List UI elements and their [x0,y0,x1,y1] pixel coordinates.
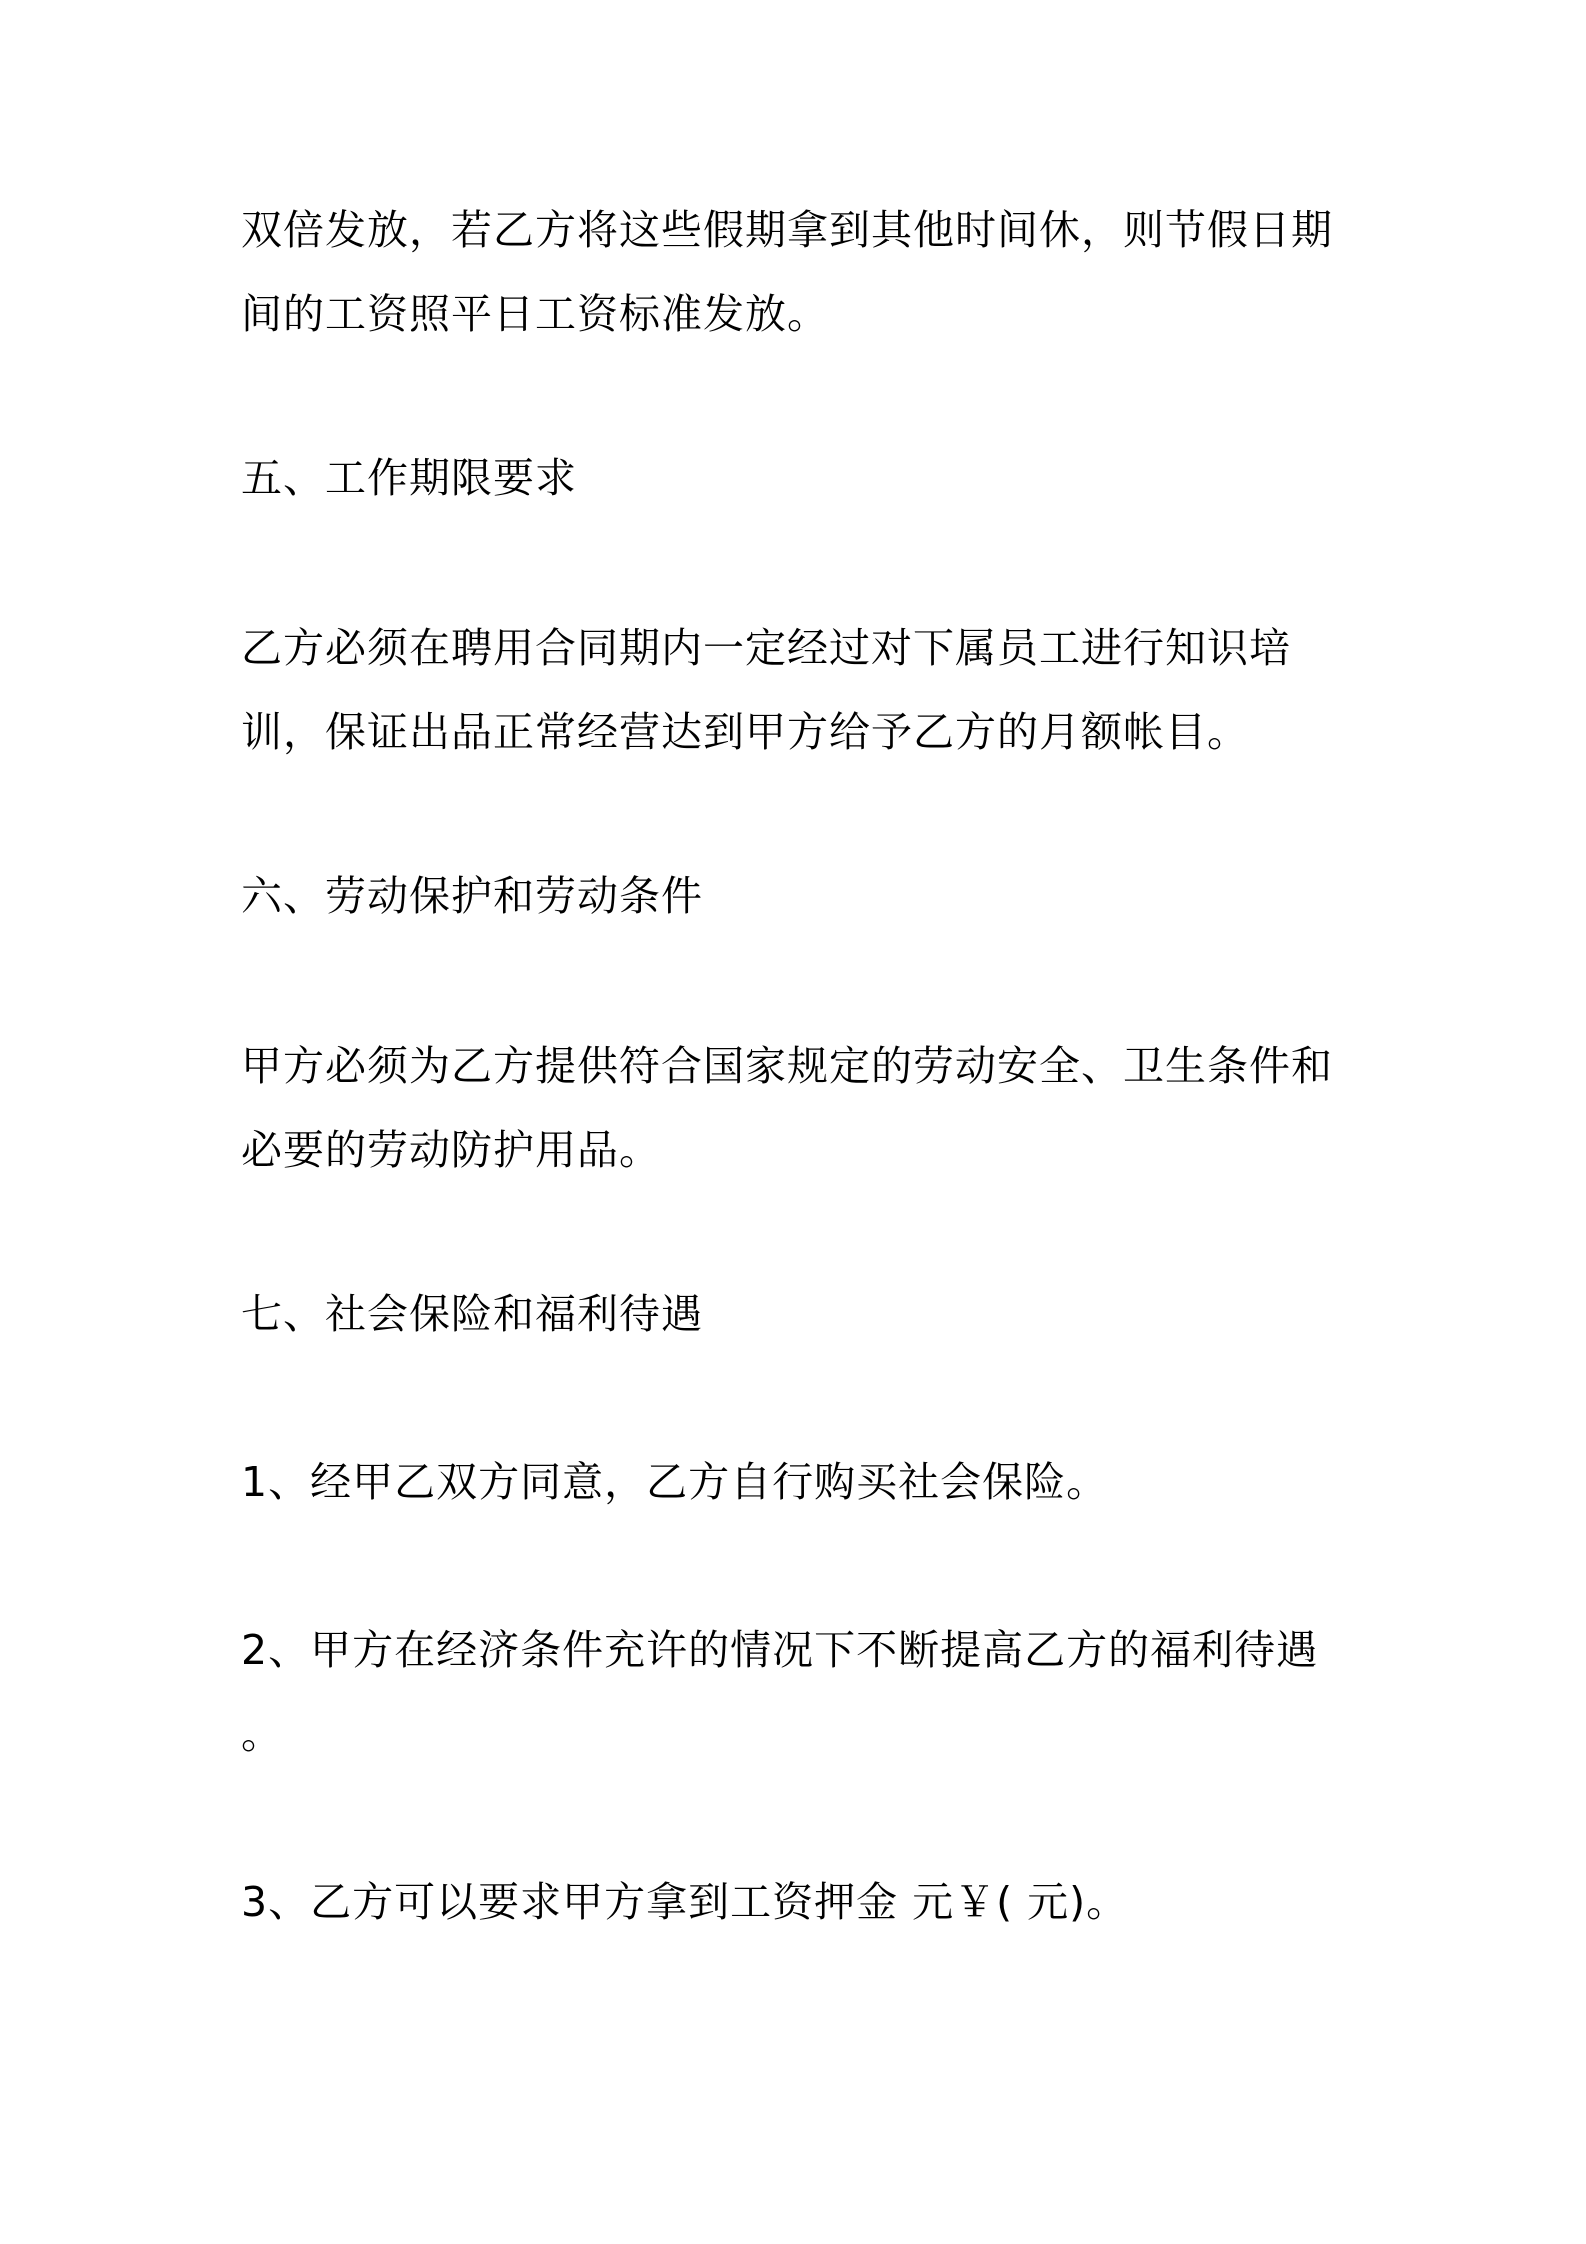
paragraph-1-line-1: 双倍发放，若乙方将这些假期拿到其他时间休，则节假日期 [241,206,1333,254]
paragraph-3-line-1: 甲方必须为乙方提供符合国家规定的劳动安全、卫生条件和 [241,1042,1333,1090]
paragraph-2-line-1: 乙方必须在聘用合同期内一定经过对下属员工进行知识培 [241,624,1291,672]
section-7-heading: 七、社会保险和福利待遇 [241,1290,703,1338]
list-item-1: 1、经甲乙双方同意，乙方自行购买社会保险。 [241,1458,1109,1506]
section-6-heading: 六、劳动保护和劳动条件 [241,872,703,920]
paragraph-2-line-2: 训，保证出品正常经营达到甲方给予乙方的月额帐目。 [241,708,1249,756]
paragraph-1-line-2: 间的工资照平日工资标准发放。 [241,290,829,338]
section-5-heading: 五、工作期限要求 [241,454,577,502]
paragraph-3-line-2: 必要的劳动防护用品。 [241,1126,661,1174]
list-item-2-line-1: 2、甲方在经济条件充许的情况下不断提高乙方的福利待遇 [241,1626,1319,1674]
list-item-2-line-2: 。 [241,1710,283,1758]
list-item-3: 3、乙方可以要求甲方拿到工资押金 元￥( 元)。 [241,1878,1129,1926]
